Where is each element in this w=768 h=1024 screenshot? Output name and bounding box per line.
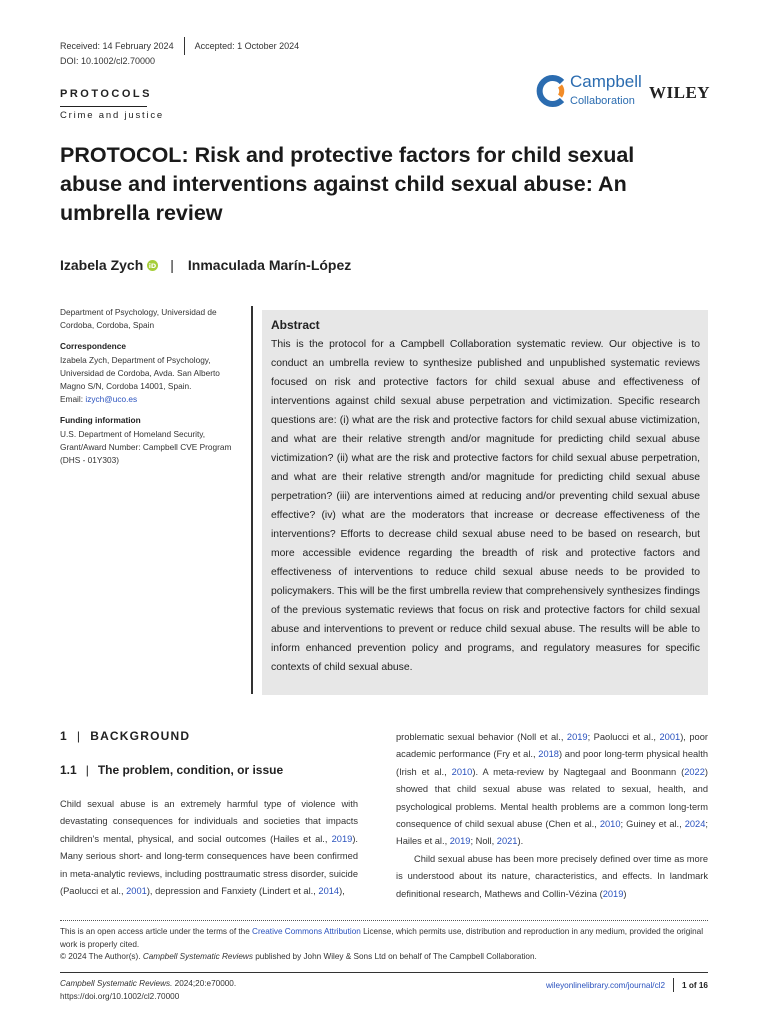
page-number: 1 of 16 <box>682 980 708 990</box>
journal-name: Campbell Systematic Reviews <box>142 952 253 962</box>
paragraph-text: ) and poor long-term physical health (Irish et al., <box>396 749 708 777</box>
date-separator <box>184 37 185 55</box>
paragraph-text: ) <box>623 888 627 899</box>
paragraph-text: ), poor academic performance (Fry et al., <box>396 732 708 760</box>
svg-text:iD: iD <box>149 261 157 270</box>
subsection-number: 1.1 <box>60 763 77 777</box>
article-dates <box>60 37 299 55</box>
citation-link[interactable]: 2010 <box>599 819 621 830</box>
heading-separator: | <box>76 729 82 743</box>
paragraph-text: ; Guiney et al., <box>620 819 685 830</box>
citation-link[interactable]: 2022 <box>684 766 705 777</box>
footer-right <box>546 978 708 992</box>
paragraph-text: Child sexual abuse is an extremely harmful type of violence with devastating consequences for individuals and societies that impacts children's mental, physical, and social outcomes (Hailes et al., <box>60 799 358 844</box>
cc-license-link[interactable]: Creative Commons Attribution <box>252 927 361 936</box>
section-tag: PROTOCOLS <box>60 88 152 100</box>
subsection-heading <box>60 762 358 778</box>
funding-text: U.S. Department of Homeland Security, Grant/Award Number: Campbell CVE Program (DHS - 01Y303) <box>60 428 232 466</box>
accepted-date: Accepted: 1 October 2024 <box>194 41 300 51</box>
funding-block <box>60 414 246 467</box>
section-number: 1 <box>60 729 68 743</box>
license-notice <box>60 926 708 964</box>
footer-citation <box>60 978 236 1003</box>
collaboration-wordmark: Collaboration <box>570 95 635 107</box>
paragraph-text: Child sexual abuse has been more precisely defined over time as more is understood about its nature, characteristics, and effects. In landmark definitional research, Mathews and Collin-Vézina ( <box>396 853 708 899</box>
body-paragraph <box>396 729 708 851</box>
orcid-icon[interactable] <box>147 260 158 271</box>
abstract-text: This is the protocol for a Campbell Collaboration systematic review. Our objective is to conduct an umbrella review to synthesize published and unpublished systematic reviews focused on risk and protective factors for child sexual abuse and effectiveness of interventions against child sexual abuse perpetration and victimization. Specific research questions are: (i) what are the risk and protective factors for child sexual abuse victimization, and what are their relative strength and/or magnitude for predicting child sexual abuse victimization? (ii) what are the risk and protective factors for child sexual abuse perpetration, and what are their relative strength and/or magnitude for predicting child sexual abuse perpetration? (iii) are interventions aimed at reducing and/or preventing child sexual abuse effective? (iv) what are the moderators that increase or decrease effectiveness of the interventions? Efforts to decrease child sexual abuse need to be based on research, but more accessible evidence regarding the breadth of risk and protective factors and effectiveness of interventions to reduce child sexual abuse needs to be provided to policymakers. This will be the first umbrella review that comprehensively synthesizes findings of the previous systematic reviews that focus on risk and protective factors for child sexual abuse and interventions to prevent or reduce child sexual abuse. The results will be able to inform enhanced prevention policy and programs, and regulatory measures for specific contexts of child sexual abuse. <box>271 339 700 673</box>
email-label: Email: <box>60 394 84 405</box>
citation-link[interactable]: 2010 <box>451 766 473 777</box>
license-text <box>60 926 708 951</box>
body-column-left <box>60 728 358 900</box>
body-paragraph <box>60 796 358 900</box>
footer-citation-text: 2024;20:e70000. <box>172 979 237 988</box>
citation-link[interactable]: 2019 <box>331 833 353 844</box>
paragraph-text: ). <box>517 836 524 847</box>
section-tag-rule <box>60 106 147 107</box>
funding-heading: Funding information <box>60 415 141 426</box>
email-line <box>60 393 246 406</box>
abstract-box <box>262 310 708 695</box>
paragraph-text: ), <box>339 886 345 897</box>
body-paragraph <box>396 851 708 903</box>
wiley-logo: WILEY <box>649 83 711 102</box>
paragraph-text: ; Paolucci et al., <box>587 732 660 742</box>
paragraph-text: ) showed that child sexual abuse was related to sexual, health, and psychological problems. Mental health problems are a common long-term consequence of child sexual abuse (Chen et al., <box>396 766 708 830</box>
citation-link[interactable]: 2019 <box>566 732 588 742</box>
campbell-wordmark: Campbell <box>570 72 642 91</box>
author-name[interactable]: Izabela Zych <box>60 257 144 273</box>
author-name[interactable]: Inmaculada Marín-López <box>187 257 352 273</box>
paragraph-text: ). A meta-review by Nagtegaal and Boonmann ( <box>472 766 685 777</box>
subsection-title: The problem, condition, or issue <box>97 763 284 777</box>
footer-separator <box>673 978 674 992</box>
section-title: BACKGROUND <box>90 729 191 743</box>
subsection-tag: Crime and justice <box>60 110 164 121</box>
citation-link[interactable]: 2019 <box>602 888 624 899</box>
author-list <box>60 257 351 273</box>
citation-link[interactable]: 2021 <box>496 836 518 847</box>
license-text-part: This is an open access article under the terms of the <box>60 927 253 936</box>
abstract-heading: Abstract <box>271 318 320 332</box>
body-column-right <box>396 729 708 903</box>
paragraph-text: ; Noll, <box>470 836 497 847</box>
correspondence-block <box>60 340 246 406</box>
citation-link[interactable]: 2018 <box>538 749 559 760</box>
copyright-text: published by John Wiley & Sons Ltd on behalf of The Campbell Collaboration. <box>252 952 537 962</box>
campbell-logo-icon <box>536 74 568 108</box>
affiliation: Department of Psychology, Universidad de Cordoba, Cordoba, Spain <box>60 307 217 331</box>
citation-link[interactable]: 2014 <box>318 886 340 897</box>
sidebar-divider <box>251 306 253 694</box>
license-divider <box>60 920 708 921</box>
author-separator: | <box>170 257 174 273</box>
journal-site-link[interactable]: wileyonlinelibrary.com/journal/cl2 <box>545 980 666 990</box>
journal-citation <box>60 978 236 991</box>
license-text-part: License, which permits use, distribution and reproduction in any medium, provided the original work is properly cited. <box>60 927 704 949</box>
citation-link[interactable]: 2019 <box>449 836 471 847</box>
paragraph-text: ; Hailes et al., <box>396 819 708 847</box>
citation-link[interactable]: 2001 <box>659 732 681 742</box>
footer-journal-name: Campbell Systematic Reviews. <box>60 979 173 988</box>
footer-rule <box>60 972 708 973</box>
publisher-logos <box>536 72 712 112</box>
paragraph-text: ). Many serious short- and long-term consequences have been confirmed in meta-analytic reviews, including posttraumatic stress disorder, suicide (Paolucci et al., <box>60 833 358 897</box>
correspondence-text: Izabela Zych, Department of Psychology, Universidad de Cordoba, Avda. San Alberto Magno S/N, Cordoba 14001, Spain. <box>60 354 220 392</box>
citation-link[interactable]: 2024 <box>684 819 706 830</box>
citation-link[interactable]: 2001 <box>126 886 147 897</box>
footer-doi-link[interactable]: https://doi.org/10.1002/cl2.70000 <box>60 991 180 1001</box>
paragraph-text: ), depression and Fanxiety (Lindert et al., <box>146 886 319 897</box>
copyright-line <box>60 951 708 964</box>
copyright-text: © 2024 The Author(s). <box>60 952 143 962</box>
section-heading <box>60 728 358 744</box>
received-date: Received: 14 February 2024 <box>60 41 174 51</box>
heading-separator: | <box>85 763 89 777</box>
email-link[interactable]: izych@uco.es <box>85 394 138 405</box>
article-doi[interactable]: DOI: 10.1002/cl2.70000 <box>60 56 156 66</box>
paragraph-text: problematic sexual behavior (Noll et al., <box>396 732 567 742</box>
article-sidebar <box>60 306 246 475</box>
article-title: PROTOCOL: Risk and protective factors for child sexual abuse and interventions against child sexual abuse: An umbrella review <box>60 143 635 225</box>
correspondence-heading: Correspondence <box>60 341 126 352</box>
